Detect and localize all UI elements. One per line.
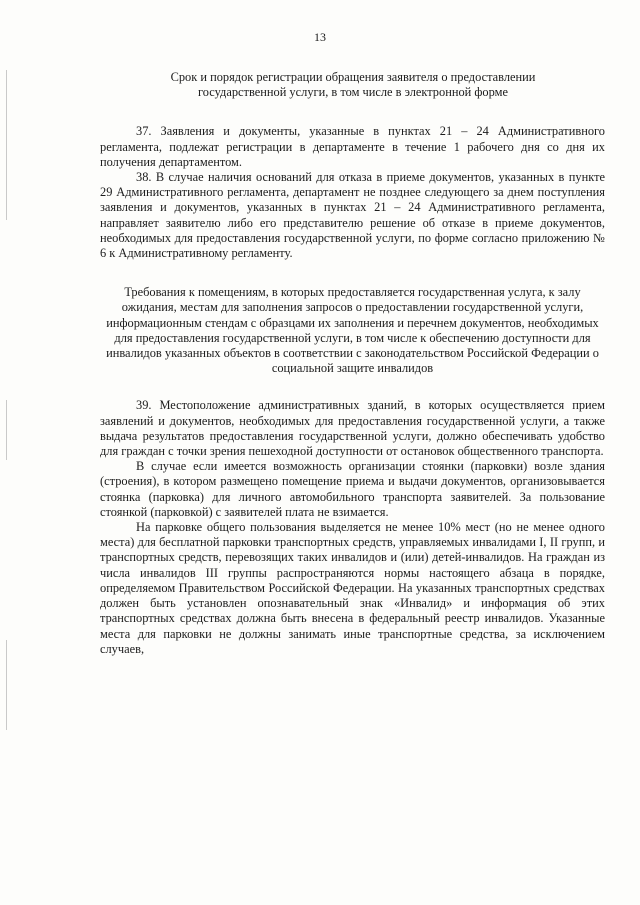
paragraph-37: 37. Заявления и документы, указанные в пунктах 21 – 24 Административного регламента, подлежат регистрации в департаменте в течение 1 рабочего дня со дня их получения департаментом. [100, 124, 605, 169]
scan-margin-line [6, 70, 7, 220]
paragraph-disabled-parking: На парковке общего пользования выделяется не менее 10% мест (но не менее одного места) для бесплатной парковки транспортных средств, управляемых инвалидами I, II групп, и транспортных средств, перевозящих таких инвалидов и (или) детей-инвалидов. На граждан из числа инвалидов III группы распространяются нормы настоящего абзаца в порядке, определяемом Правительством Российской Федерации. На указанных транспортных средствах должен быть установлен опознавательный знак «Инвалид» и информация об этих транспортных средствах должна быть внесена в федеральный реестр инвалидов. Указанные места для парковки не должны занимать иные транспортные средства, за исключением случаев, [100, 520, 605, 656]
paragraph-39: 39. Местоположение административных зданий, в которых осуществляется прием заявлений и документов, необходимых для предоставления государственной услуги, а также выдача результатов предоставления государственной услуги, должно обеспечивать удобство для граждан с точки зрения пешеходной доступности от остановок общественного транспорта. [100, 398, 605, 459]
scan-margin-line [6, 640, 7, 730]
paragraph-parking: В случае если имеется возможность организации стоянки (парковки) возле здания (строения), в котором размещено помещение приема и выдачи документов, организовывается стоянка (парковка) для личного автомобильного транспорта заявителей. За пользование стоянкой (парковкой) с заявителей плата не взимается. [100, 459, 605, 519]
section-gap [100, 261, 605, 285]
page-number: 13 [314, 30, 326, 44]
section-heading: Срок и порядок регистрации обращения заявителя о предоставлении государственной услуги, в том числе в электронной форме [170, 70, 536, 100]
paragraph-38: 38. В случае наличия оснований для отказа в приеме документов, указанных в пункте 29 Административного регламента, департамент не позднее следующего за днем поступления заявления и документов, указанных в пунктах 21 – 24 Административного регламента, направляет заявителю либо его представителю решение об отказе в приеме документов, необходимых для предоставления государственной услуги, по форме согласно приложению № 6 к Административному регламенту. [100, 170, 605, 261]
document-body [100, 70, 605, 657]
section-heading: Требования к помещениям, в которых предоставляется государственная услуга, к залу ожидания, местам для заполнения запросов о предоставлении государственной услуги, информационным стендам с образцами их заполнения и перечнем документов, необходимых для предоставления государственной услуги, в том числе к обеспечению доступности для инвалидов указанных объектов в соответствии с законодательством Российской Федерации о социальной защите инвалидов [106, 285, 599, 376]
scan-margin-line [6, 400, 7, 460]
